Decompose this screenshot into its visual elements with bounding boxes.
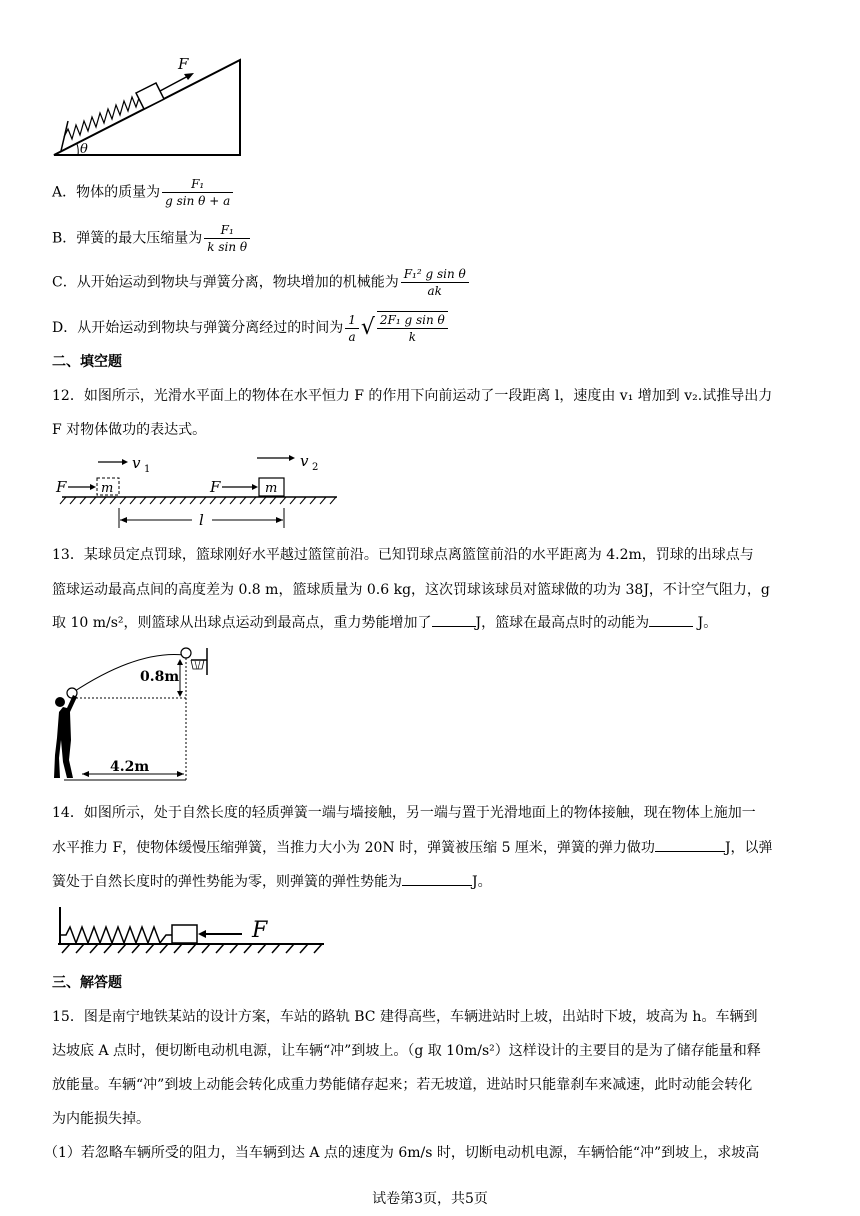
- option-a-fraction: $\frac{\text{F₁}}{\text{g sin θ + a}}$: [162, 176, 233, 209]
- svg-text:1: 1: [144, 464, 151, 475]
- option-a: A．物体的质量为 $\frac{\text{F₁}}{\text{g sin θ + a}}$: [52, 176, 235, 209]
- q14-line-2: 水平推力 F，使物体缓慢压缩弹簧，当推力大小为 20N 时，弹簧被压缩 5 厘米，弹簧的弹力做功 J，以弹: [52, 837, 773, 858]
- svg-text:v: v: [132, 454, 141, 472]
- svg-text:F: F: [210, 478, 221, 496]
- option-b-fraction: $\frac{\text{F₁}}{\text{k sin θ}}$: [204, 222, 250, 255]
- section-answer-title: 三、解答题: [52, 975, 122, 991]
- svg-text:m: m: [265, 481, 278, 496]
- svg-text:4.2m: 4.2m: [110, 759, 150, 775]
- option-d-root-fraction: $\frac{\text{2F₁ g sin θ}}{k}$: [377, 311, 448, 345]
- answer-blank-2[interactable]: [649, 612, 693, 627]
- svg-text:m: m: [101, 481, 114, 496]
- option-d: D．从开始运动到物块与弹簧分离经过的时间为 $\frac{1}{a}$ √ $\frac{\text{2F₁ g sin θ}}{k}$: [52, 311, 450, 345]
- answer-blank-1[interactable]: [432, 612, 476, 627]
- angle-label: θ: [80, 142, 88, 157]
- q15-line-3: 放能量。车辆“冲”到坡上动能会转化成重力势能储存起来；若无坡道，进站时只能靠刹车来减速，此时动能会转化: [52, 1077, 753, 1093]
- answer-blank-3[interactable]: [655, 837, 725, 852]
- q15-line-4: 为内能损失掉。: [52, 1111, 150, 1127]
- incline-figure: [52, 55, 252, 160]
- spring-figure: [52, 905, 332, 955]
- q12-line-2: F 对物体做功的表达式。: [52, 422, 207, 438]
- horizontal-motion-figure: [52, 450, 352, 536]
- svg-text:v: v: [300, 452, 309, 470]
- page-footer: 试卷第3页，共5页: [372, 1191, 488, 1207]
- q12-line-1: 12．如图所示，光滑水平面上的物体在水平恒力 F 的作用下向前运动了一段距离 l，速度由 v₁ 增加到 v₂.试推导出力: [52, 388, 773, 404]
- answer-blank-4[interactable]: [402, 871, 472, 886]
- q13-line-1: 13．某球员定点罚球，篮球刚好水平越过篮筐前沿。已知罚球点离篮筐前沿的水平距离为 4.2m，罚球的出球点与: [52, 547, 754, 563]
- q14-line-3: 簧处于自然长度时的弹性势能为零，则弹簧的弹性势能为 J。: [52, 871, 492, 892]
- option-b: B．弹簧的最大压缩量为 $\frac{\text{F₁}}{\text{k sin θ}}$: [52, 222, 252, 255]
- force-label: F: [178, 55, 189, 73]
- svg-text:2: 2: [312, 462, 319, 473]
- svg-text:0.8m: 0.8m: [140, 669, 180, 685]
- svg-text:F: F: [252, 918, 268, 943]
- option-c-fraction: $\frac{\text{F₁² g sin θ}}{ak}$: [401, 266, 469, 299]
- q13-line-2: 篮球运动最高点间的高度差为 0.8 m，篮球质量为 0.6 kg，这次罚球该球员对篮球做的功为 38J，不计空气阻力，g: [52, 582, 770, 598]
- q15-line-1: 15．图是南宁地铁某站的设计方案，车站的路轨 BC 建得高些，车辆进站时上坡，出站时下坡，坡高为 h。车辆到: [52, 1009, 758, 1025]
- q15-line-2: 达坡底 A 点时，便切断电动机电源，让车辆“冲”到坡上。（g 取 10m/s²）这样设计的主要目的是为了储存能量和释: [52, 1043, 761, 1059]
- basketball-figure: [52, 640, 222, 785]
- q14-line-1: 14．如图所示，处于自然长度的轻质弹簧一端与墙接触，另一端与置于光滑地面上的物体接触，现在物体上施加一: [52, 805, 756, 821]
- section-fill-in-title: 二、填空题: [52, 354, 122, 370]
- option-d-fraction: $\frac{1}{a}$: [345, 312, 359, 345]
- svg-text:F: F: [56, 478, 67, 496]
- q13-line-3: 取 10 m/s²，则篮球从出球点运动到最高点，重力势能增加了 J，篮球在最高点时的动能为 J。: [52, 612, 717, 633]
- q15-line-5: （1）若忽略车辆所受的阻力，当车辆到达 A 点的速度为 6m/s 时，切断电动机电源，车辆恰能“冲”到坡上，求坡高: [44, 1145, 760, 1161]
- sqrt-icon: √: [360, 315, 375, 340]
- svg-text:l: l: [199, 511, 204, 529]
- option-c: C．从开始运动到物块与弹簧分离，物块增加的机械能为 $\frac{\text{F₁² g sin θ}}{ak}$: [52, 266, 471, 299]
